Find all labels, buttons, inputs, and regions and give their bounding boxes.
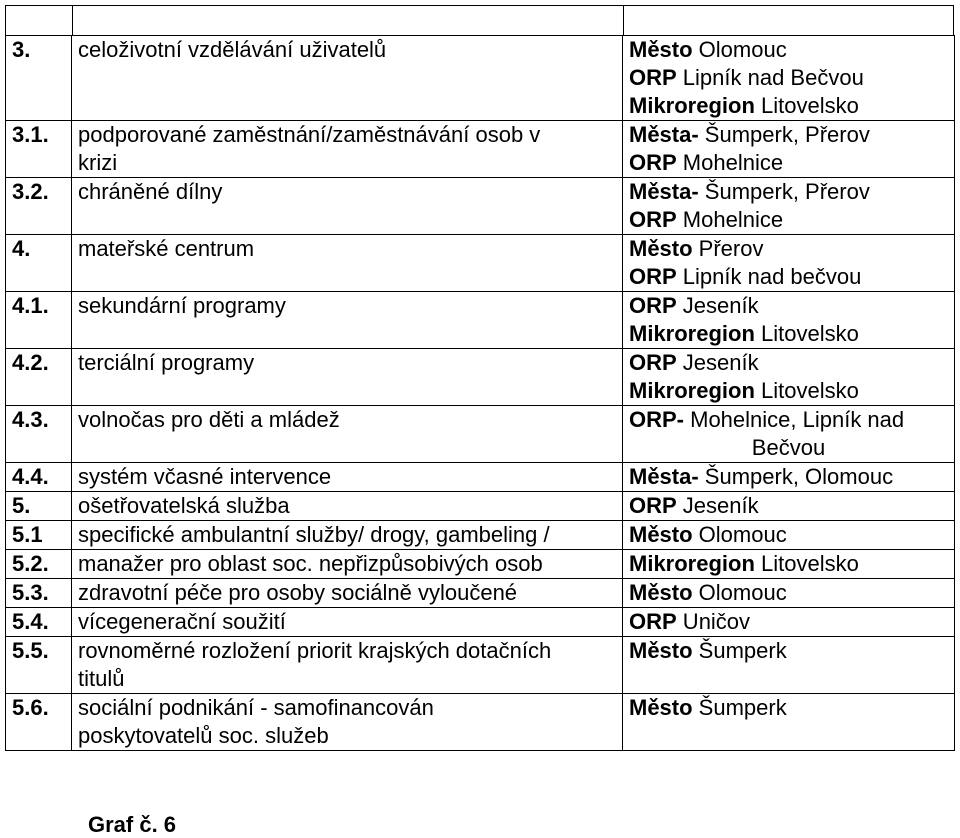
location-type: Město [629,695,693,720]
table-row [6,694,955,751]
location-cell [623,463,955,492]
activity-cell [72,550,623,579]
location-line [629,92,948,120]
activity-text: poskytovatelů soc. služeb [78,723,329,748]
location-cell [623,694,955,751]
location-name: Šumperk, Olomouc [698,464,894,489]
table-row [6,349,955,406]
location-name: Mohelnice [676,207,784,232]
activity-cell [72,349,623,406]
column-divider [72,6,73,35]
table-row [6,235,955,292]
location-name: Olomouc [692,37,787,62]
location-type: Město [629,236,693,261]
table-row [6,406,955,463]
location-line [629,608,948,636]
location-name: Litovelsko [754,321,859,346]
activity-text: krizi [78,150,118,175]
row-number: 4.4. [6,463,72,492]
location-line [629,178,948,206]
row-number: 4.1. [6,292,72,349]
location-name: Šumperk, Přerov [698,122,870,147]
location-type: Města- [629,122,699,147]
row-number: 5.6. [6,694,72,751]
location-line [629,694,948,722]
activity-text: celoživotní vzdělávání uživatelů [78,37,387,62]
activity-text: rovnoměrné rozložení priorit krajských dotačních [78,638,552,663]
activity-text: vícegenerační soužití [78,609,286,634]
activity-cell [72,235,623,292]
activity-cell [72,406,623,463]
location-type: Město [629,638,693,663]
location-type: Mikroregion [629,321,755,346]
location-cell [623,608,955,637]
table-row [6,492,955,521]
location-type: ORP [629,293,677,318]
location-line [629,121,948,149]
location-type: ORP [629,493,677,518]
row-number: 5. [6,492,72,521]
row-number: 3. [6,36,72,121]
location-name: Jeseník [676,493,759,518]
location-line [629,406,948,434]
location-cell [623,235,955,292]
location-name: Mohelnice, Lipník nad [684,407,905,432]
location-cell [623,521,955,550]
location-name: Šumperk [692,638,787,663]
table-row [6,36,955,121]
location-line [629,149,948,177]
location-name: Litovelsko [754,551,859,576]
location-name: Šumperk [692,695,787,720]
table-row [6,608,955,637]
location-line [629,463,948,491]
row-number: 4.2. [6,349,72,406]
location-type: ORP [629,207,677,232]
table-row [6,463,955,492]
location-cell [623,550,955,579]
location-line [629,235,948,263]
table-body [6,36,955,751]
activity-cell [72,178,623,235]
activity-cell [72,292,623,349]
activity-text: podporované zaměstnání/zaměstnávání osob v [78,122,541,147]
activity-cell [72,579,623,608]
location-cell [623,121,955,178]
table-row [6,521,955,550]
activity-text: terciální programy [78,350,255,375]
location-cell [623,492,955,521]
activity-cell [72,608,623,637]
chart-caption: Graf č. 6 [88,812,177,837]
location-line [629,521,948,549]
location-line [629,320,948,348]
activity-text: specifické ambulantní služby/ drogy, gambeling / [78,522,550,547]
location-type: Mikroregion [629,378,755,403]
location-line [629,377,948,405]
row-number: 4.3. [6,406,72,463]
activity-cell [72,492,623,521]
table-header-empty-row [5,5,954,35]
location-name: Litovelsko [754,378,859,403]
activity-text: volnočas pro děti a mládež [78,407,340,432]
table-row [6,292,955,349]
row-number: 5.2. [6,550,72,579]
location-type: Město [629,522,693,547]
row-number: 5.5. [6,637,72,694]
activity-cell [72,121,623,178]
location-name: Jeseník [676,293,759,318]
activity-cell [72,694,623,751]
location-line [629,292,948,320]
activity-text: sekundární programy [78,293,286,318]
table-row [6,579,955,608]
location-line [629,263,948,291]
activities-table [5,35,955,751]
activity-text: sociální podnikání - samofinancován [78,695,434,720]
row-number: 4. [6,235,72,292]
location-name: Olomouc [692,522,787,547]
activity-text: mateřské centrum [78,236,255,261]
location-name: Šumperk, Přerov [698,179,870,204]
activity-cell [72,637,623,694]
location-cell [623,406,955,463]
location-cell [623,292,955,349]
activity-text: chráněné dílny [78,179,223,204]
location-type: Mikroregion [629,551,755,576]
activity-text: zdravotní péče pro osoby sociálně vyloučené [78,580,518,605]
location-cell [623,36,955,121]
location-line [629,434,948,462]
location-type: ORP- [629,407,684,432]
location-type: Město [629,37,693,62]
activity-text: ošetřovatelská služba [78,493,290,518]
location-name: Jeseník [676,350,759,375]
location-line [629,349,948,377]
location-name: Mohelnice [676,150,784,175]
activity-cell [72,36,623,121]
location-line [629,637,948,665]
location-type: Města- [629,464,699,489]
table-row [6,178,955,235]
location-name: Lipník nad Bečvou [676,65,864,90]
location-line [629,550,948,578]
location-line [629,579,948,607]
location-name: Olomouc [692,580,787,605]
row-number: 5.4. [6,608,72,637]
location-line [629,64,948,92]
location-type: ORP [629,264,677,289]
column-divider [623,6,624,35]
activity-text: titulů [78,666,125,691]
row-number: 5.3. [6,579,72,608]
location-type: Město [629,580,693,605]
table-row [6,637,955,694]
location-cell [623,637,955,694]
location-cell [623,349,955,406]
activity-cell [72,521,623,550]
activity-text: systém včasné intervence [78,464,332,489]
location-name: Přerov [692,236,764,261]
activity-cell [72,463,623,492]
table-row [6,121,955,178]
activity-text: manažer pro oblast soc. nepřizpůsobivých osob [78,551,543,576]
location-type: ORP [629,350,677,375]
location-type: ORP [629,150,677,175]
location-type: ORP [629,609,677,634]
location-name: Uničov [676,609,751,634]
location-line [629,36,948,64]
row-number: 5.1 [6,521,72,550]
location-type: Mikroregion [629,93,755,118]
location-type: Města- [629,179,699,204]
location-cell [623,579,955,608]
location-line [629,206,948,234]
row-number: 3.2. [6,178,72,235]
location-type: ORP [629,65,677,90]
location-cell [623,178,955,235]
location-name: Litovelsko [754,93,859,118]
location-line [629,492,948,520]
table-row [6,550,955,579]
location-name: Bečvou [751,435,826,460]
location-name: Lipník nad bečvou [676,264,862,289]
row-number: 3.1. [6,121,72,178]
